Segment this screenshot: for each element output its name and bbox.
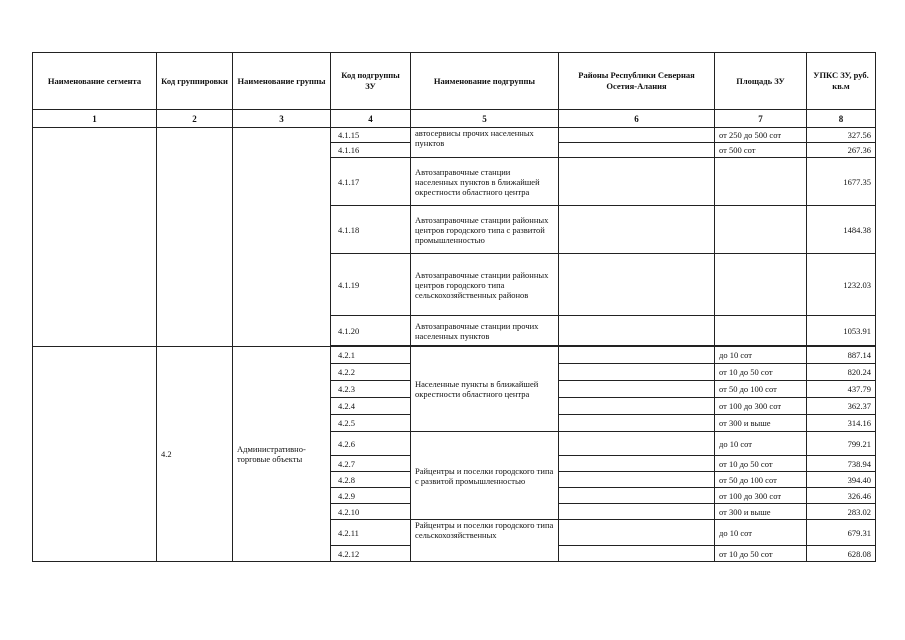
- subgroup-code: 4.1.19: [331, 254, 411, 316]
- upks-value: 738.94: [807, 456, 876, 472]
- area-cell: от 300 и выше: [715, 415, 807, 432]
- header-area: Площадь ЗУ: [715, 53, 807, 110]
- upks-value: 820.24: [807, 364, 876, 381]
- subgroup-name: Райцентры и поселки городского типа сельскохозяйственных: [411, 520, 559, 562]
- district-cell: [559, 364, 715, 381]
- header-group-name: Наименование группы: [233, 53, 331, 110]
- upks-value: 326.46: [807, 488, 876, 504]
- subgroup-name: Автозаправочные станции прочих населенных пунктов: [411, 316, 559, 346]
- cadastral-value-table: [32, 52, 876, 562]
- upks-value: 1677.35: [807, 158, 876, 206]
- district-cell: [559, 381, 715, 398]
- upks-value: 437.79: [807, 381, 876, 398]
- subgroup-code: 4.2.1: [331, 347, 411, 364]
- upks-value: 799.21: [807, 432, 876, 456]
- subgroup-code: 4.2.12: [331, 546, 411, 562]
- upks-value: 314.16: [807, 415, 876, 432]
- subgroup-code: 4.1.16: [331, 143, 411, 158]
- upks-value: 887.14: [807, 347, 876, 364]
- area-cell: [715, 206, 807, 254]
- subgroup-name: Райцентры и поселки городского типа с развитой промышленностью: [411, 432, 559, 520]
- subgroup-code: 4.2.3: [331, 381, 411, 398]
- area-cell: от 100 до 300 сот: [715, 488, 807, 504]
- segment-cell: [33, 128, 157, 347]
- column-number: 5: [411, 110, 559, 128]
- column-number: 3: [233, 110, 331, 128]
- group-name-cell: [233, 128, 331, 347]
- header-row: [33, 53, 876, 110]
- subgroup-code: 4.1.17: [331, 158, 411, 206]
- column-number: 8: [807, 110, 876, 128]
- district-cell: [559, 488, 715, 504]
- area-cell: от 10 до 50 сот: [715, 456, 807, 472]
- area-cell: [715, 316, 807, 346]
- subgroup-code: 4.2.7: [331, 456, 411, 472]
- upks-value: 1484.38: [807, 206, 876, 254]
- district-cell: [559, 128, 715, 143]
- area-cell: от 50 до 100 сот: [715, 472, 807, 488]
- subgroup-code: 4.2.8: [331, 472, 411, 488]
- subgroup-name: Автозаправочные станции районных центров городского типа сельскохозяйственных районов: [411, 254, 559, 316]
- subgroup-code: 4.1.18: [331, 206, 411, 254]
- table-row: [33, 347, 876, 364]
- area-cell: от 10 до 50 сот: [715, 546, 807, 562]
- column-number: 2: [157, 110, 233, 128]
- upks-value: 283.02: [807, 504, 876, 520]
- area-cell: [715, 254, 807, 316]
- area-cell: от 100 до 300 сот: [715, 398, 807, 415]
- district-cell: [559, 415, 715, 432]
- upks-value: 628.08: [807, 546, 876, 562]
- subgroup-code: 4.1.20: [331, 316, 411, 346]
- subgroup-code: 4.2.10: [331, 504, 411, 520]
- header-segment: Наименование сегмента: [33, 53, 157, 110]
- district-cell: [559, 472, 715, 488]
- district-cell: [559, 456, 715, 472]
- segment-cell: [33, 347, 157, 562]
- area-cell: от 500 сот: [715, 143, 807, 158]
- area-cell: от 10 до 50 сот: [715, 364, 807, 381]
- district-cell: [559, 158, 715, 206]
- area-cell: [715, 158, 807, 206]
- district-cell: [559, 432, 715, 456]
- area-cell: до 10 сот: [715, 347, 807, 364]
- district-cell: [559, 254, 715, 316]
- column-number-row: [33, 110, 876, 128]
- upks-value: 267.36: [807, 143, 876, 158]
- upks-value: 394.40: [807, 472, 876, 488]
- area-cell: от 50 до 100 сот: [715, 381, 807, 398]
- group-code-4-2: 4.2: [157, 347, 233, 562]
- subgroup-code: 4.1.15: [331, 128, 411, 143]
- header-upks: УПКС ЗУ, руб. кв.м: [807, 53, 876, 110]
- area-cell: от 300 и выше: [715, 504, 807, 520]
- upks-value: 679.31: [807, 520, 876, 546]
- header-subgroup-name: Наименование подгруппы: [411, 53, 559, 110]
- header-subgroup-code: Код подгруппы ЗУ: [331, 53, 411, 110]
- subgroup-code: 4.2.11: [331, 520, 411, 546]
- column-number: 7: [715, 110, 807, 128]
- column-number: 6: [559, 110, 715, 128]
- district-cell: [559, 316, 715, 346]
- district-cell: [559, 520, 715, 546]
- subgroup-name: Автозаправочные станции районных центров городского типа с развитой промышленностью: [411, 206, 559, 254]
- district-cell: [559, 398, 715, 415]
- group-code-cell: [157, 128, 233, 347]
- column-number: 1: [33, 110, 157, 128]
- area-cell: до 10 сот: [715, 520, 807, 546]
- table-row: [33, 128, 876, 143]
- document-page: [32, 52, 876, 562]
- subgroup-code: 4.2.5: [331, 415, 411, 432]
- column-number: 4: [331, 110, 411, 128]
- header-districts: Районы Республики Северная Осетия-Алания: [559, 53, 715, 110]
- upks-value: 1232.03: [807, 254, 876, 316]
- district-cell: [559, 546, 715, 562]
- upks-value: 327.56: [807, 128, 876, 143]
- subgroup-name: Автозаправочные станции населенных пунктов в ближайшей окрестности областного центра: [411, 158, 559, 206]
- subgroup-code: 4.2.2: [331, 364, 411, 381]
- district-cell: [559, 143, 715, 158]
- upks-value: 362.37: [807, 398, 876, 415]
- subgroup-name: автосервисы прочих населенных пунктов: [411, 128, 559, 158]
- district-cell: [559, 504, 715, 520]
- district-cell: [559, 206, 715, 254]
- upks-value: 1053.91: [807, 316, 876, 346]
- subgroup-name: Населенные пункты в ближайшей окрестности областного центра: [411, 347, 559, 432]
- subgroup-code: 4.2.6: [331, 432, 411, 456]
- area-cell: от 250 до 500 сот: [715, 128, 807, 143]
- subgroup-code: 4.2.9: [331, 488, 411, 504]
- subgroup-code: 4.2.4: [331, 398, 411, 415]
- area-cell: до 10 сот: [715, 432, 807, 456]
- header-group-code: Код группировки: [157, 53, 233, 110]
- district-cell: [559, 347, 715, 364]
- group-name-4-2: Административно-торговые объекты: [233, 347, 331, 562]
